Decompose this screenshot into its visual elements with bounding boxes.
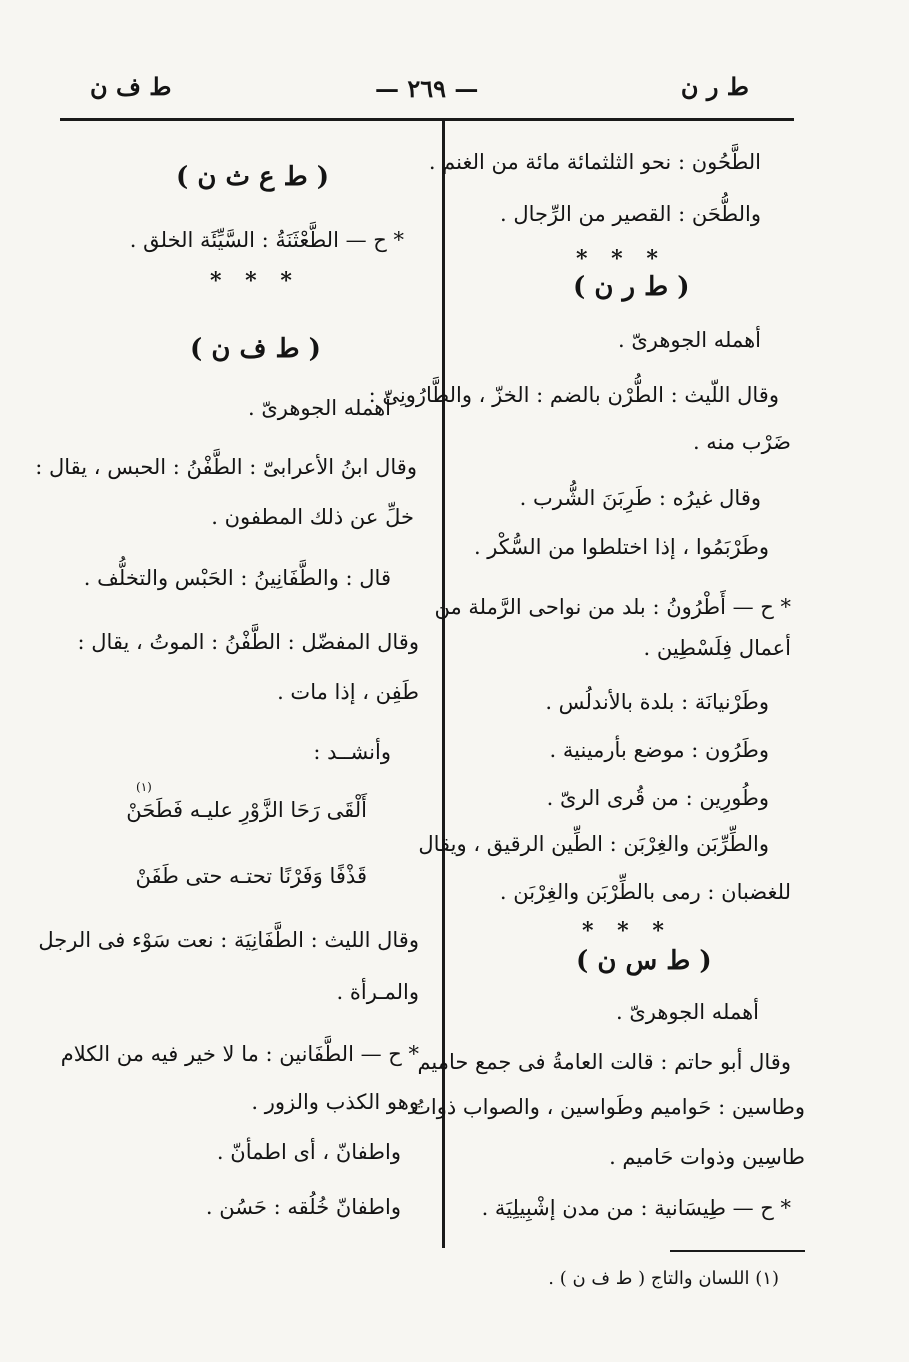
text-line: وطاسين : حَواميم وطَواسين ، والصواب ذواتُ	[411, 1095, 805, 1119]
text-line: وقال أبو حاتم : قالت العامةُ فى جمع حاميم	[417, 1050, 791, 1074]
header-rule	[60, 118, 794, 121]
page-number: — ٢٦٩ —	[375, 74, 479, 103]
text-line: أعمال فِلَسْطِين .	[643, 636, 791, 660]
section-separator: * * *	[210, 268, 300, 294]
text-line: وطَرُون : موضع بأرمينية .	[549, 738, 769, 762]
section-heading: ( ط ع ث ن )	[176, 162, 329, 192]
text-line: وطَرْبَمُوا ، إذا اختلطوا من السُّكْر .	[473, 535, 769, 559]
text-line: وطَرْنيانَة : بلدة بالأندلُس .	[545, 690, 769, 714]
text-line: وقال المفضّل : الطَّفْنُ : الموتُ ، يقال :	[77, 630, 419, 654]
text-line: أهمله الجوهرىّ .	[247, 396, 391, 420]
section-heading: ( ط س ن )	[576, 946, 712, 976]
section-separator: * * *	[582, 918, 672, 944]
section-separator: * * *	[576, 246, 666, 272]
text-line: أهمله الجوهرىّ .	[615, 1000, 759, 1024]
text-line: وأنشــد :	[313, 740, 391, 764]
text-line: والطُّحَن : القصير من الرِّجال .	[500, 202, 761, 226]
text-line: وطُورِين : من قُرى الرىّ .	[546, 786, 769, 810]
text-line: وهو الكذب والزور .	[251, 1090, 419, 1114]
text-line: وقال ابنُ الأعرابىّ : الطَّفْنُ : الحبس ، يقال :	[35, 455, 417, 479]
footnote-rule	[670, 1250, 805, 1252]
text-line: واطفانّ ، أى اطمأنّ .	[216, 1140, 401, 1164]
verse-line: قَذْفًا وَفَرْنًا تحتـه حتى طَفَنْ	[135, 864, 367, 888]
text-line: * ح — أَطْرُونُ : بلد من نواحى الرَّملة من	[434, 595, 791, 619]
footnote: (١) اللسان والتاج ( ط ف ن ) .	[548, 1268, 779, 1289]
header-root-right: ط ر ن	[680, 72, 749, 101]
header-root-left: ط ف ن	[90, 72, 172, 101]
verse-line: أَلْقَى رَحَا الزَّوْرِ عليـه فَطَحَنْ	[126, 798, 367, 822]
text-line: طَفِن ، إذا مات .	[277, 680, 419, 704]
column-divider	[442, 118, 445, 1248]
text-line: خلِّ عن ذلك المطفون .	[211, 505, 414, 529]
section-heading: ( ط ر ن )	[573, 272, 690, 302]
text-line: وقال الليث : الطَّفَانِيَة : نعت سَوْء فى الرجل	[38, 928, 419, 952]
text-line: ضَرْب منه .	[692, 430, 791, 454]
text-line: أهمله الجوهرىّ .	[617, 328, 761, 352]
footnote-marker: (١)	[136, 780, 152, 794]
text-line: طاسِين وذوات حَاميم .	[609, 1145, 805, 1169]
text-line: * ح — طِيسَانية : من مدن إشْبِيلِيَة .	[481, 1196, 791, 1220]
text-line: وقال غيرُه : طَرِبَنَ الشُّرب .	[519, 486, 761, 510]
text-line: * ح — الطَّفَانين : ما لا خير فيه من الكلام	[60, 1042, 419, 1066]
text-line: والطِّرِّبَن والغِرْبَن : الطِّين الرقيق ، ويقال	[418, 832, 769, 856]
text-line: والمـرأة .	[336, 980, 419, 1004]
text-line: * ح — الطَّعْثَنَةُ : السَّيِّئَة الخلق .	[129, 228, 404, 252]
text-line: قال : والطَّفَانِينُ : الحَبْس والتخلُّف .	[83, 566, 391, 590]
text-line: واطفانّ خُلُقه : حَسُن .	[205, 1195, 401, 1219]
text-line: وقال اللّيث : الطُّرْن بالضم : الخزّ ، والطَّارُونِىّ :	[368, 383, 779, 407]
section-heading: ( ط ف ن )	[190, 334, 321, 364]
text-line: الطَّحُون : نحو الثلثمائة مائة من الغنم .	[428, 150, 761, 174]
text-line: للغضبان : رمى بالطِّرْبَن والغِرْبَن .	[499, 880, 791, 904]
